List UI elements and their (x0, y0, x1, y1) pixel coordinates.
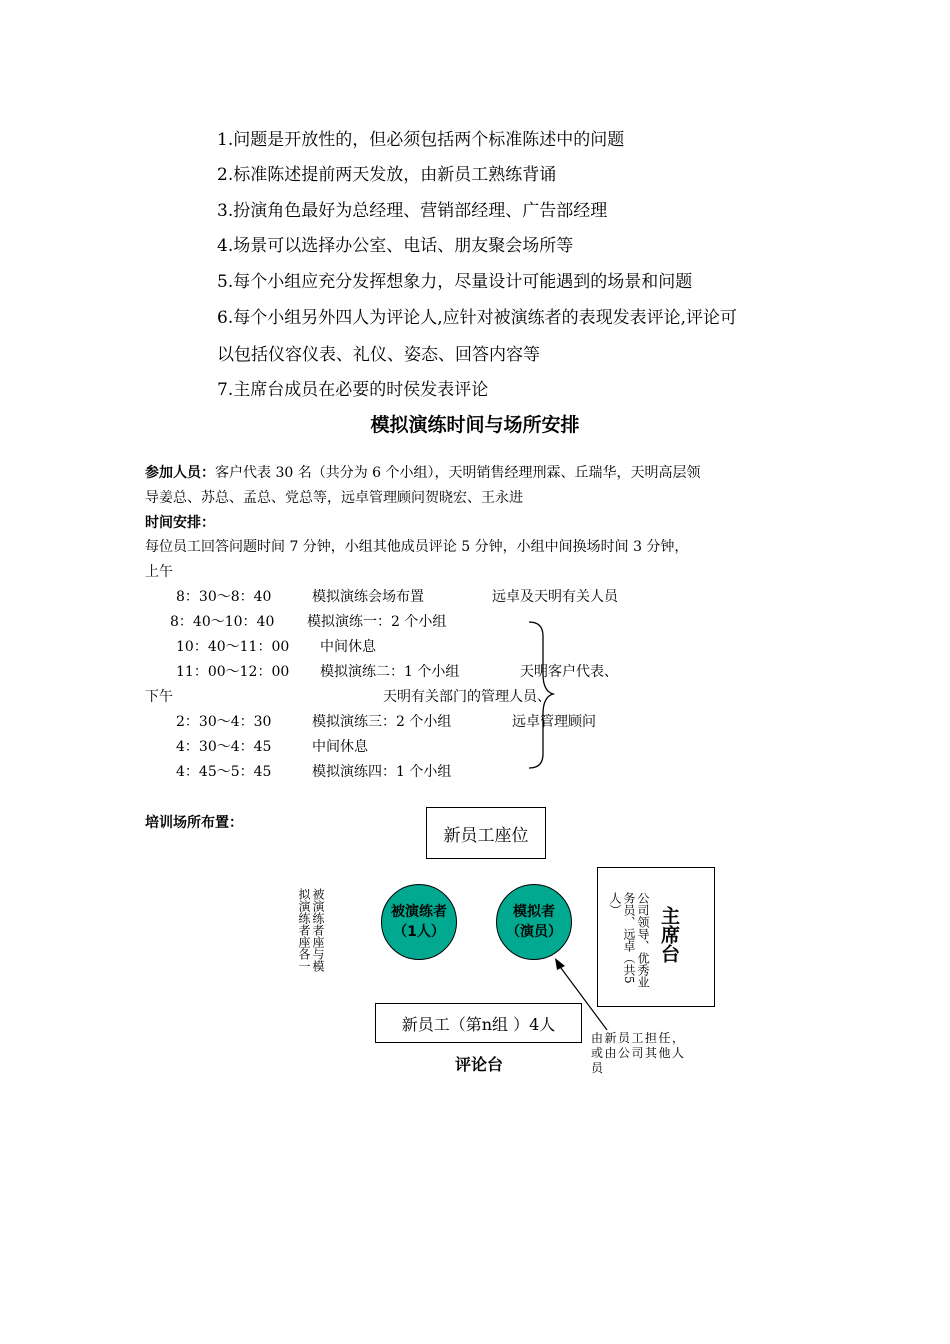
new-staff-seat-label: 新员工座位 (443, 825, 529, 846)
afternoon-label: 下午 (145, 689, 173, 705)
schedule-time: 2：30～4：30 (176, 714, 272, 730)
schedule-time: 10：40～11：00 (176, 639, 290, 655)
participants-text-1: 客户代表 30 名（共分为 6 个小组），天明销售经理刑霖、丘瑞华，天明高层领 (215, 465, 701, 481)
actor-note-line1: 由新员工担任， (591, 1031, 686, 1045)
actor-circle-line2: （演员） (506, 924, 562, 940)
curly-brace (525, 616, 555, 776)
schedule-intro: 每位员工回答问题时间 7 分钟，小组其他成员评论 5 分钟，小组中间换场时间 3 分钟， (145, 539, 689, 555)
trainee-circle-line2: （1人） (393, 924, 445, 940)
rule-7: 7.主席台成员在必要的时侯发表评论 (217, 380, 489, 400)
schedule-time: 4：45～5：45 (176, 764, 272, 780)
schedule-who: 天明有关部门的管理人员、 (383, 689, 551, 705)
podium-members: 公司领导、优秀业务员、远卓（共5人） (608, 892, 650, 988)
trainee-circle-line1: 被演练者 (391, 904, 447, 920)
schedule-activity: 中间休息 (312, 739, 368, 755)
schedule-who: 远卓及天明有关人员 (492, 589, 618, 605)
schedule-time: 11：00～12：00 (176, 664, 290, 680)
actor-circle-line1: 模拟者 (513, 904, 555, 920)
trainee-circle (381, 884, 457, 960)
rule-4: 4.场景可以选择办公室、电话、朋友聚会场所等 (217, 236, 574, 256)
section-title: 模拟演练时间与场所安排 (370, 414, 580, 436)
actor-circle (496, 884, 572, 960)
rule-3: 3.扮演角色最好为总经理、营销部经理、广告部经理 (217, 201, 608, 221)
new-staff-seat-box (426, 807, 546, 859)
actor-note-line3: 员 (591, 1061, 605, 1075)
rule-6-continued: 以包括仪容仪表、礼仪、姿态、回答内容等 (217, 345, 540, 365)
schedule-activity: 模拟演练四：1 个小组 (312, 764, 452, 780)
schedule-who: 天明客户代表、 (520, 664, 618, 680)
schedule-activity: 中间休息 (320, 639, 376, 655)
participants-line1 (145, 462, 701, 482)
schedule-time: 8：40～10：40 (170, 614, 275, 630)
layout-label: 培训场所布置： (145, 815, 243, 831)
schedule-who: 远卓管理顾问 (512, 714, 596, 730)
rule-1: 1.问题是开放性的，但必须包括两个标准陈述中的问题 (217, 130, 625, 150)
schedule-activity: 模拟演练一：2 个小组 (307, 614, 447, 630)
rule-2: 2.标准陈述提前两天发放，由新员工熟练背诵 (217, 165, 557, 185)
schedule-activity: 模拟演练会场布置 (312, 589, 424, 605)
panel-label: 评论台 (455, 1055, 504, 1074)
rule-6: 6.每个小组另外四人为评论人,应针对被演练者的表现发表评论,评论可 (217, 308, 738, 328)
schedule-activity: 模拟演练三：2 个小组 (312, 714, 452, 730)
actor-note (591, 1031, 686, 1076)
participants-line2: 导姜总、苏总、孟总、党总等，远卓管理顾问贺晓宏、王永进 (145, 490, 523, 506)
podium-title: 主席台 (658, 906, 680, 963)
schedule-time: 4：30～4：45 (176, 739, 272, 755)
participants-label: 参加人员： (145, 465, 215, 481)
seat-note: 被演练者座与模拟演练者座各一 (297, 888, 325, 972)
schedule-activity: 模拟演练二：1 个小组 (320, 664, 460, 680)
arrow (545, 950, 615, 1035)
rule-5: 5.每个小组应充分发挥想象力，尽量设计可能遇到的场景和问题 (217, 272, 693, 292)
schedule-time: 8：30～8：40 (176, 589, 272, 605)
actor-note-line2: 或由公司其他人 (591, 1046, 686, 1060)
panel-box-label: 新员工（第n组 ）4人 (401, 1014, 556, 1034)
schedule-label: 时间安排： (145, 515, 215, 531)
morning-label: 上午 (145, 564, 173, 580)
